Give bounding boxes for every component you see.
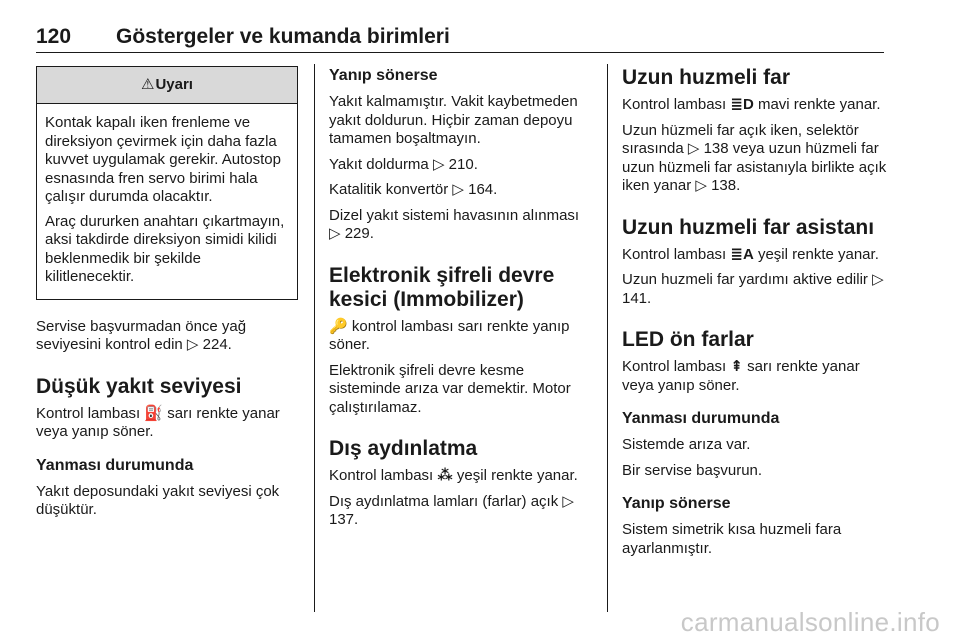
subheading: Yanıp sönerse bbox=[329, 67, 438, 84]
subheading: Yanması durumunda bbox=[36, 456, 194, 474]
warning-text: Araç dururken anahtarı çıkartmayın, aksi takdirde direksiyon simidi kilidi beklenmedik bir şekilde kilitlenecektir. bbox=[45, 212, 285, 285]
paragraph: Yakıt kalmamıştır. Vakit kaybetmeden yakıt doldurun. Hiçbir zaman depoyu tamamen boşaltmayın. bbox=[329, 93, 578, 147]
ref-arrow-icon: ▷ bbox=[695, 177, 707, 194]
ref-arrow-icon: ▷ bbox=[872, 271, 884, 288]
paragraph: Kontrol lambası ⇞ sarı renkte yanar veya yanıp söner. bbox=[622, 358, 860, 394]
warning-title: Uyarı bbox=[155, 75, 193, 93]
section-heading: LED ön farlar bbox=[622, 328, 754, 351]
high-beam-assist-icon: ≣A bbox=[730, 245, 754, 263]
high-beam-icon: ≣D bbox=[730, 96, 754, 113]
ref-arrow-icon: ▷ bbox=[329, 225, 341, 242]
paragraph: 🔑 kontrol lambası sarı renkte yanıp söner. bbox=[329, 317, 570, 353]
paragraph: Uzun huzmeli far yardımı aktive edilir ▷ 141. bbox=[622, 271, 884, 307]
watermark: carmanualsonline.info bbox=[680, 607, 940, 637]
section-heading: Düşük yakıt seviyesi bbox=[36, 374, 242, 398]
paragraph: Kontrol lambası ⁂ yeşil renkte yanar. bbox=[329, 467, 578, 484]
warning-box bbox=[36, 66, 298, 300]
paragraph: Elektronik şifreli devre kesme sisteminde arıza var demektir. Motor çalıştırılamaz. bbox=[329, 361, 571, 416]
fuel-icon: ⛽ bbox=[144, 404, 164, 422]
paragraph: Uzun hüzmeli far açık iken, selektör sırasında ▷ 138 veya uzun hüzmeli far uzun hüzmeli far asistanıyla birlikte açık iken yanar ▷ 138. bbox=[622, 121, 887, 194]
section-heading: Dış aydınlatma bbox=[329, 437, 478, 460]
exterior-light-icon: ⁂ bbox=[437, 467, 453, 484]
paragraph: Katalitik konvertör ▷ 164. bbox=[329, 181, 498, 198]
column-2 bbox=[329, 66, 591, 537]
page-title: Göstergeler ve kumanda birimleri bbox=[116, 25, 450, 48]
paragraph: Kontrol lambası ≣D mavi renkte yanar. bbox=[622, 96, 881, 113]
paragraph: Dizel yakıt sistemi havasının alınması ▷ 229. bbox=[329, 206, 580, 242]
ref-arrow-icon: ▷ bbox=[687, 140, 700, 157]
column-divider bbox=[314, 64, 315, 612]
column-3 bbox=[622, 66, 892, 565]
warning-icon: ⚠ bbox=[141, 75, 155, 93]
paragraph: Servise başvurmadan önce yağ seviyesini kontrol edin ▷ 224. bbox=[36, 317, 247, 353]
column-divider bbox=[607, 64, 608, 612]
page-header bbox=[36, 22, 884, 53]
paragraph: Kontrol lambası ≣A yeşil renkte yanar. bbox=[622, 245, 879, 263]
immobilizer-icon: 🔑 bbox=[329, 317, 348, 335]
page-number: 120 bbox=[36, 25, 72, 48]
subheading: Yanıp sönerse bbox=[622, 495, 731, 512]
ref-arrow-icon: ▷ bbox=[186, 336, 199, 353]
warning-body bbox=[37, 104, 297, 299]
led-headlight-icon: ⇞ bbox=[730, 358, 743, 375]
paragraph: Sistemde arıza var. bbox=[622, 436, 751, 453]
warning-header bbox=[37, 67, 297, 104]
section-heading: Uzun huzmeli far bbox=[622, 66, 791, 89]
section-heading: Elektronik şifreli devre kesici (Immobilizer) bbox=[329, 263, 555, 311]
paragraph: Yakıt doldurma ▷ 210. bbox=[329, 155, 478, 173]
ref-arrow-icon: ▷ bbox=[452, 181, 464, 198]
paragraph: Kontrol lambası ⛽ sarı renkte yanar veya yanıp söner. bbox=[36, 404, 280, 440]
paragraph: Sistem simetrik kısa huzmeli fara ayarlanmıştır. bbox=[622, 521, 842, 557]
ref-arrow-icon: ▷ bbox=[432, 155, 445, 173]
column-1 bbox=[36, 66, 298, 527]
subheading: Yanması durumunda bbox=[622, 410, 780, 427]
section-heading: Uzun huzmeli far asistanı bbox=[622, 215, 875, 239]
warning-text: Kontak kapalı iken frenleme ve direksiyon çevirmek için daha fazla kuvvet uygulamak gerekir. Autostop esnasında fren servo birimi hala çalışır durumda olacaktır. bbox=[45, 114, 281, 205]
paragraph: Dış aydınlatma lamları (farlar) açık ▷ 137. bbox=[329, 492, 574, 528]
paragraph: Bir servise başvurun. bbox=[622, 461, 763, 479]
paragraph: Yakıt deposundaki yakıt seviyesi çok düşüktür. bbox=[36, 482, 280, 518]
ref-arrow-icon: ▷ bbox=[562, 492, 574, 510]
